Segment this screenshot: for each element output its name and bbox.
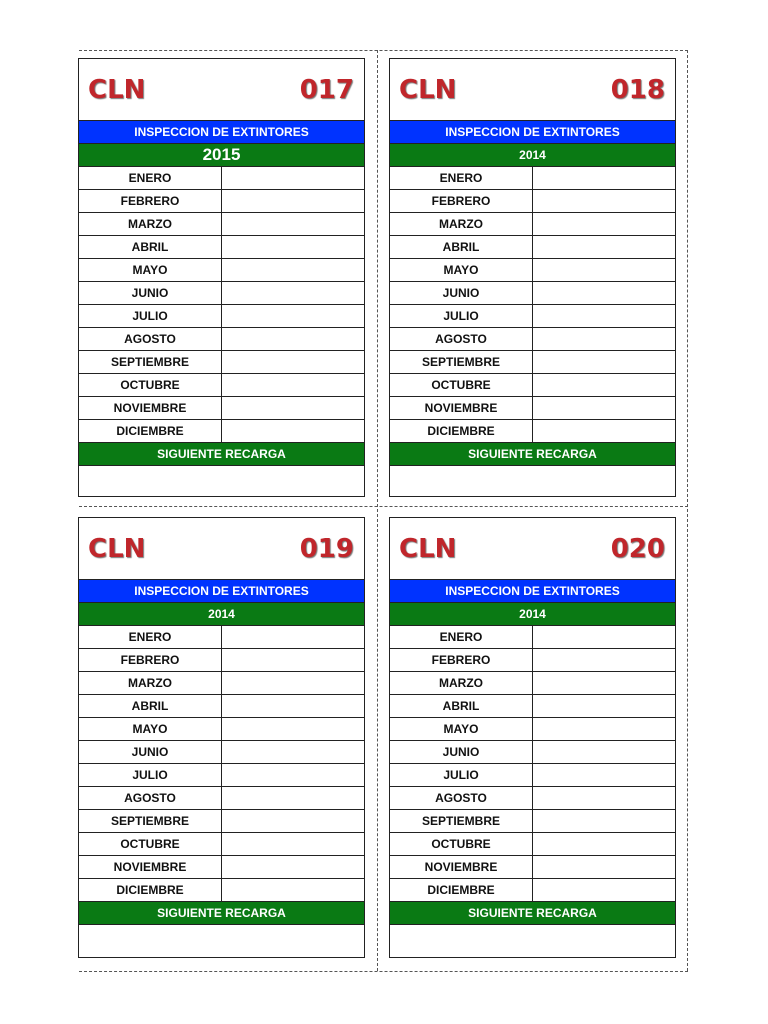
month-label: ABRIL <box>390 695 533 718</box>
month-entry[interactable] <box>222 213 365 236</box>
month-entry[interactable] <box>222 695 365 718</box>
table-row <box>79 305 364 328</box>
month-label: SEPTIEMBRE <box>390 810 533 833</box>
month-entry[interactable] <box>222 718 365 741</box>
month-entry[interactable] <box>222 626 365 649</box>
table-row <box>79 328 364 351</box>
month-entry[interactable] <box>222 764 365 787</box>
month-entry[interactable] <box>222 190 365 213</box>
table-row <box>390 741 675 764</box>
table-row <box>79 626 364 649</box>
month-entry[interactable] <box>222 856 365 879</box>
month-label: MAYO <box>390 259 533 282</box>
year-band: 2014 <box>390 602 675 625</box>
month-label: MARZO <box>79 672 222 695</box>
month-label: JULIO <box>390 305 533 328</box>
month-entry[interactable] <box>533 420 676 443</box>
table-row <box>79 833 364 856</box>
months-table <box>79 625 364 901</box>
month-label: MARZO <box>79 213 222 236</box>
month-label: DICIEMBRE <box>390 420 533 443</box>
month-entry[interactable] <box>533 879 676 902</box>
month-label: AGOSTO <box>390 328 533 351</box>
table-row <box>390 718 675 741</box>
month-entry[interactable] <box>533 351 676 374</box>
table-row <box>390 787 675 810</box>
card-header <box>79 59 364 120</box>
month-entry[interactable] <box>222 833 365 856</box>
month-label: ENERO <box>79 626 222 649</box>
month-label: ABRIL <box>390 236 533 259</box>
month-entry[interactable] <box>533 833 676 856</box>
month-label: OCTUBRE <box>390 833 533 856</box>
table-row <box>79 718 364 741</box>
card-019 <box>78 517 365 958</box>
month-label: MARZO <box>390 213 533 236</box>
table-row <box>79 810 364 833</box>
year-band: 2015 <box>79 143 364 166</box>
next-refill-entry[interactable] <box>79 465 364 496</box>
cut-line-right <box>687 50 688 971</box>
month-entry[interactable] <box>533 787 676 810</box>
card-header <box>390 518 675 579</box>
table-row <box>79 672 364 695</box>
next-refill-entry[interactable] <box>79 924 364 955</box>
month-entry[interactable] <box>533 810 676 833</box>
next-refill-band: SIGUIENTE RECARGA <box>390 442 675 465</box>
table-row <box>390 695 675 718</box>
month-entry[interactable] <box>222 649 365 672</box>
month-entry[interactable] <box>222 328 365 351</box>
month-label: JUNIO <box>79 741 222 764</box>
card-header <box>79 518 364 579</box>
month-label: AGOSTO <box>79 328 222 351</box>
month-entry[interactable] <box>533 167 676 190</box>
month-label: FEBRERO <box>390 190 533 213</box>
month-entry[interactable] <box>533 695 676 718</box>
month-label: NOVIEMBRE <box>79 856 222 879</box>
table-row <box>79 649 364 672</box>
table-row <box>390 259 675 282</box>
cut-line-middle <box>79 506 688 507</box>
year-band: 2014 <box>79 602 364 625</box>
month-label: JUNIO <box>79 282 222 305</box>
month-entry[interactable] <box>222 397 365 420</box>
month-entry[interactable] <box>533 328 676 351</box>
month-label: AGOSTO <box>79 787 222 810</box>
months-table <box>390 166 675 442</box>
table-row <box>79 351 364 374</box>
month-label: SEPTIEMBRE <box>390 351 533 374</box>
next-refill-band: SIGUIENTE RECARGA <box>390 901 675 924</box>
month-entry[interactable] <box>222 282 365 305</box>
month-label: ENERO <box>390 626 533 649</box>
card-header <box>390 59 675 120</box>
next-refill-entry[interactable] <box>390 924 675 955</box>
month-entry[interactable] <box>222 305 365 328</box>
table-row <box>79 695 364 718</box>
table-row <box>79 374 364 397</box>
table-row <box>79 190 364 213</box>
next-refill-entry[interactable] <box>390 465 675 496</box>
table-row <box>79 879 364 902</box>
table-row <box>79 236 364 259</box>
month-entry[interactable] <box>533 649 676 672</box>
table-row <box>390 879 675 902</box>
cut-line-bottom <box>79 971 688 972</box>
month-label: FEBRERO <box>79 190 222 213</box>
table-row <box>390 282 675 305</box>
month-entry[interactable] <box>533 741 676 764</box>
month-label: OCTUBRE <box>390 374 533 397</box>
table-row <box>390 672 675 695</box>
table-row <box>390 764 675 787</box>
month-label: MAYO <box>390 718 533 741</box>
next-refill-band: SIGUIENTE RECARGA <box>79 901 364 924</box>
month-entry[interactable] <box>222 374 365 397</box>
month-entry[interactable] <box>533 213 676 236</box>
table-row <box>390 351 675 374</box>
table-row <box>390 190 675 213</box>
month-entry[interactable] <box>533 259 676 282</box>
table-row <box>79 397 364 420</box>
table-row <box>390 167 675 190</box>
brand-logo: CLN <box>88 75 146 105</box>
month-entry[interactable] <box>533 397 676 420</box>
month-label: NOVIEMBRE <box>390 856 533 879</box>
month-entry[interactable] <box>533 856 676 879</box>
table-row <box>79 167 364 190</box>
table-row <box>390 213 675 236</box>
months-table <box>79 166 364 442</box>
month-label: SEPTIEMBRE <box>79 351 222 374</box>
table-row <box>79 741 364 764</box>
month-label: OCTUBRE <box>79 374 222 397</box>
table-row <box>390 397 675 420</box>
month-label: DICIEMBRE <box>79 420 222 443</box>
month-entry[interactable] <box>222 810 365 833</box>
month-entry[interactable] <box>533 672 676 695</box>
month-label: ENERO <box>79 167 222 190</box>
table-row <box>390 626 675 649</box>
month-label: JULIO <box>79 305 222 328</box>
month-label: FEBRERO <box>390 649 533 672</box>
table-row <box>390 810 675 833</box>
table-row <box>390 833 675 856</box>
table-row <box>79 764 364 787</box>
table-row <box>390 649 675 672</box>
table-row <box>390 374 675 397</box>
brand-logo: CLN <box>399 534 457 564</box>
card-018 <box>389 58 676 497</box>
month-entry[interactable] <box>533 190 676 213</box>
table-row <box>79 856 364 879</box>
month-label: NOVIEMBRE <box>79 397 222 420</box>
card-number: 020 <box>610 534 665 564</box>
month-entry[interactable] <box>222 672 365 695</box>
table-row <box>79 787 364 810</box>
inspection-title: INSPECCION DE EXTINTORES <box>390 120 675 143</box>
inspection-title: INSPECCION DE EXTINTORES <box>79 120 364 143</box>
month-label: MARZO <box>390 672 533 695</box>
year-band: 2014 <box>390 143 675 166</box>
month-label: OCTUBRE <box>79 833 222 856</box>
table-row <box>390 305 675 328</box>
month-entry[interactable] <box>533 626 676 649</box>
month-entry[interactable] <box>222 236 365 259</box>
month-label: JUNIO <box>390 741 533 764</box>
month-entry[interactable] <box>222 787 365 810</box>
table-row <box>390 856 675 879</box>
month-entry[interactable] <box>533 764 676 787</box>
table-row <box>79 259 364 282</box>
month-entry[interactable] <box>533 305 676 328</box>
month-label: MAYO <box>79 259 222 282</box>
table-row <box>79 420 364 443</box>
brand-logo: CLN <box>88 534 146 564</box>
month-entry[interactable] <box>533 282 676 305</box>
table-row <box>390 236 675 259</box>
cut-line-top <box>79 50 688 51</box>
card-number: 017 <box>299 75 354 105</box>
month-label: ABRIL <box>79 695 222 718</box>
month-entry[interactable] <box>222 420 365 443</box>
inspection-title: INSPECCION DE EXTINTORES <box>390 579 675 602</box>
month-label: JULIO <box>79 764 222 787</box>
month-label: JUNIO <box>390 282 533 305</box>
months-table <box>390 625 675 901</box>
month-entry[interactable] <box>222 167 365 190</box>
month-entry[interactable] <box>222 879 365 902</box>
month-label: SEPTIEMBRE <box>79 810 222 833</box>
month-entry[interactable] <box>222 741 365 764</box>
table-row <box>390 420 675 443</box>
month-label: ABRIL <box>79 236 222 259</box>
month-entry[interactable] <box>533 374 676 397</box>
month-label: JULIO <box>390 764 533 787</box>
month-entry[interactable] <box>533 236 676 259</box>
table-row <box>79 282 364 305</box>
month-label: MAYO <box>79 718 222 741</box>
month-label: AGOSTO <box>390 787 533 810</box>
month-label: DICIEMBRE <box>79 879 222 902</box>
month-entry[interactable] <box>533 718 676 741</box>
table-row <box>390 328 675 351</box>
month-label: FEBRERO <box>79 649 222 672</box>
month-label: DICIEMBRE <box>390 879 533 902</box>
next-refill-band: SIGUIENTE RECARGA <box>79 442 364 465</box>
card-017 <box>78 58 365 497</box>
table-row <box>79 213 364 236</box>
month-entry[interactable] <box>222 351 365 374</box>
month-label: NOVIEMBRE <box>390 397 533 420</box>
month-label: ENERO <box>390 167 533 190</box>
card-020 <box>389 517 676 958</box>
month-entry[interactable] <box>222 259 365 282</box>
card-number: 019 <box>299 534 354 564</box>
card-number: 018 <box>610 75 665 105</box>
brand-logo: CLN <box>399 75 457 105</box>
cut-line-center <box>377 50 378 971</box>
inspection-title: INSPECCION DE EXTINTORES <box>79 579 364 602</box>
